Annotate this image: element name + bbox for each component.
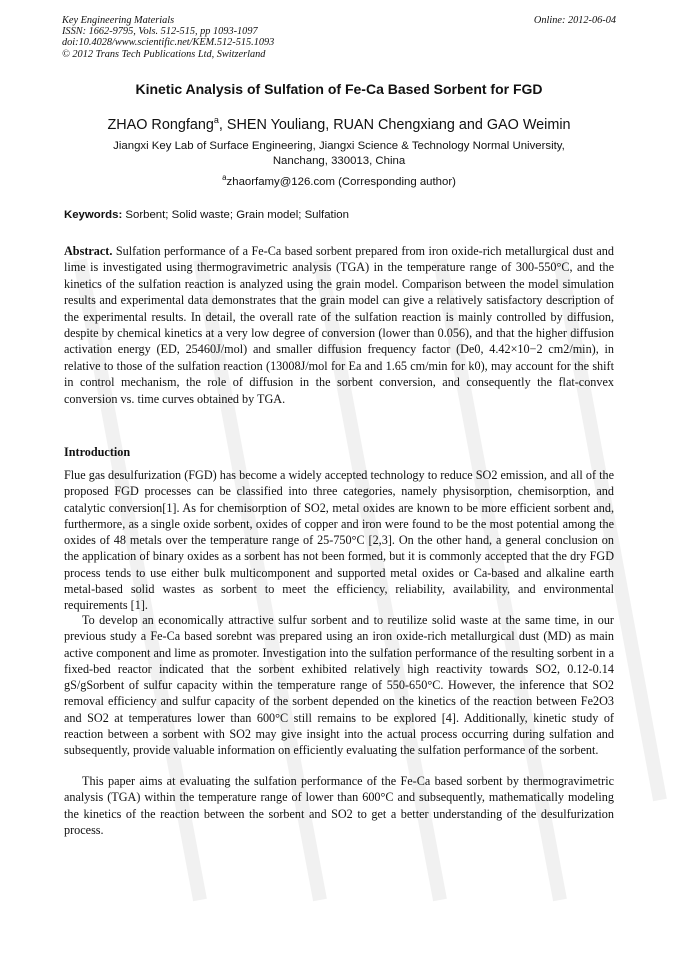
intro-paragraph-3: This paper aims at evaluating the sulfation performance of the Fe-Ca based sorbent by thermogravimetric analysis (TGA) within the temperature range of lower than 600°C and subsequently, mathematically modeling the kinetics of the reaction between the sorbent and SO2 to get a better understanding of the desulfurization process. <box>64 774 614 837</box>
intro-paragraph-1: Flue gas desulfurization (FGD) has become a widely accepted technology to reduce SO2 emission, and all of the proposed FGD processes can be classified into three categories, namely physisorption, chemisorption, and catalytic conversion[1]. As for chemisorption of SO2, metal oxides are known to be more efficient sorbent and, furthermore, as a single oxide sorbent, oxides of copper and iron were found to be the most potential among the oxides of 48 metals over the temperature range of 25-750°C [2,3]. On the other hand, a general conclusion on the application of binary oxides as a sorbent has not been formed, but it is commonly accepted that the dry FGD process tends to use either bulk multicomponent and supported metal oxides or Ca-based and alkaline earth metal-based solid wastes as sorbent to meet the efficiency, reliability, availability, and environmental requirements [1]. <box>64 468 614 613</box>
section-heading-introduction: Introduction <box>64 445 131 459</box>
online-date: Online: 2012-06-04 <box>533 15 616 26</box>
keywords-text: Sorbent; Solid waste; Grain model; Sulfation <box>125 209 349 221</box>
keywords-label: Keywords: <box>64 209 123 221</box>
copyright-line: © 2012 Trans Tech Publications Ltd, Switzerland <box>62 48 266 60</box>
paper-title: Kinetic Analysis of Sulfation of Fe-Ca Based Sorbent for FGD <box>135 81 543 97</box>
issn-line: ISSN: 1662-9795, Vols. 512-515, pp 1093-1097 <box>62 26 258 38</box>
abstract-text: Sulfation performance of a Fe-Ca based sorbent prepared from iron oxide-rich metallurgical dust and lime is investigated using thermogravimetric analysis (TGA) in the temperature range of 300-550°C, and the kinetics of the sulfation reaction is analyzed using the grain model. Comparison between the model simulation results and experimental data demonstrates that the grain model can give a relatively satisfactory description of the experimental results. In detail, the overall rate of the sulfation reaction is mainly controlled by diffusion, despite by chemical kinetics at a very low degree of conversion (lower than 0.056), and that the higher diffusion activation energy (ED, 25460J/mol) and smaller diffusion frequency factor (De0, 4.42×10−2 cm2/min), in relative to those of the sulfation reaction (13008J/mol for Ea and 1.65 cm/min for k0), may account for the shift in control mechanism, the role of diffusion in the sorbent conversion, and consequently the flat-convex conversion vs. time curves obtained by TGA. <box>64 244 614 406</box>
keywords <box>64 209 349 221</box>
abstract <box>64 243 614 407</box>
doi-line: doi:10.4028/www.scientific.net/KEM.512-515.1093 <box>62 37 275 49</box>
author-list: ZHAO Rongfang$^a$, SHEN Youliang, RUAN Chengxiang and GAO Weimin <box>107 115 571 133</box>
email-text: zhaorfamy@126.com (Corresponding author) <box>226 175 456 188</box>
journal-name: Key Engineering Materials <box>62 15 175 26</box>
corresponding-email: $^a$zhaorfamy@126.com (Corresponding author) <box>222 173 456 188</box>
journal-header <box>62 15 274 60</box>
affiliation: Jiangxi Key Lab of Surface Engineering, Jiangxi Science & Technology Normal University, Nanchang, 330013, China <box>113 140 565 167</box>
intro-paragraph-2: To develop an economically attractive sulfur sorbent and to reutilize solid waste at the same time, in our previous study a Fe-Ca based sorebnt was prepared using an iron oxide-rich metallurgical dust (MD) as main active component and lime as promoter. Investigation into the sulfation performance of the resulting sorbent in a fixed-bed reactor indicated that the sorbent exhibited relatively high reactivity towards SO2, 0.12-0.14 gS/gSorbent of sulfur capacity within the temperature range of 550-650°C. However, the inference that SO2 removal efficiency and sulfur capacity of the sorbent depended on the kinetics of the reaction between Fe2O3 and SO2 at temperatures lower than 600°C still remains to be explored [4]. Additionally, kinetic study of reaction between a sorbent with SO2 may give insight into the actual process occurring during sulfation and subsequently, provide valuable information on efficiently evaluating the sulfation performance of the sorbent. <box>64 613 614 758</box>
abstract-label: Abstract. <box>64 244 113 258</box>
